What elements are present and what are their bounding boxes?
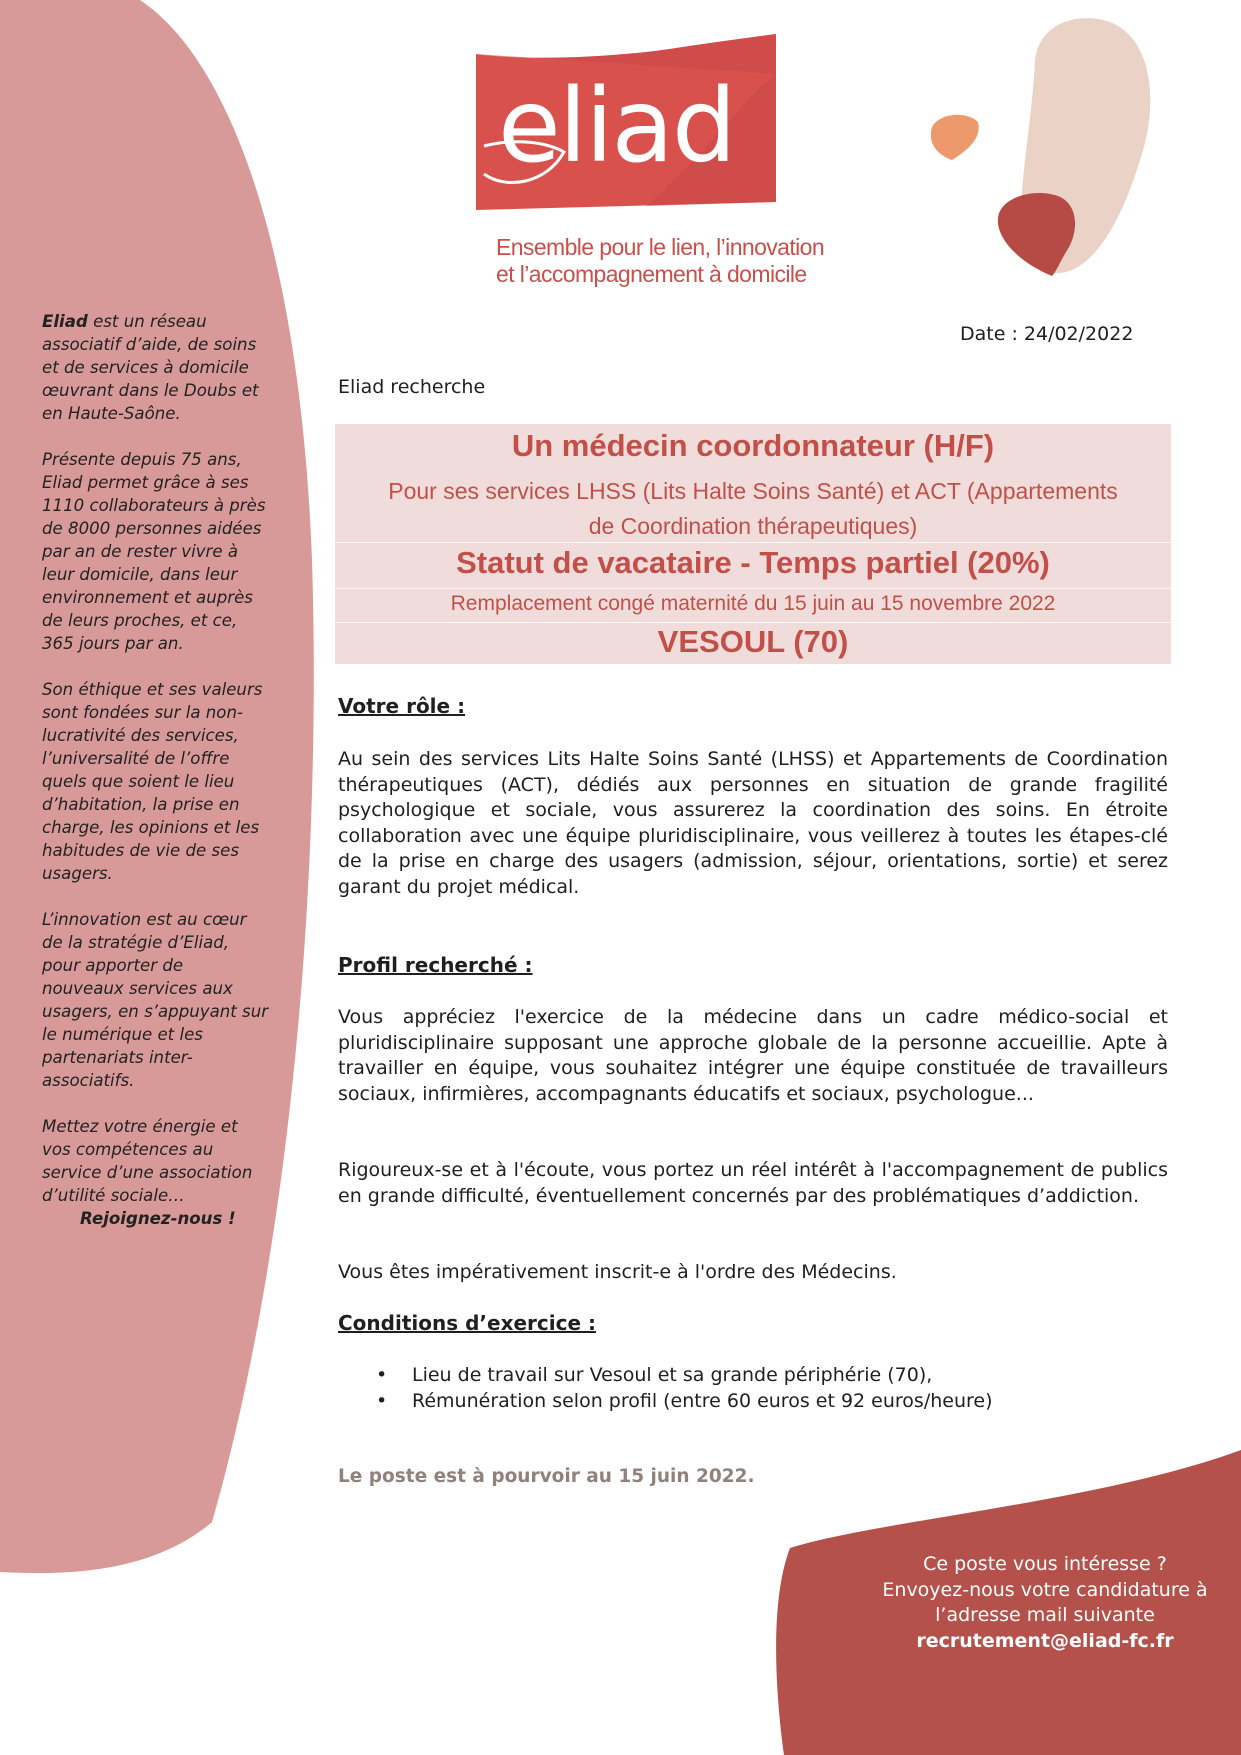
- logo-wordmark: eliad: [498, 67, 735, 186]
- profile-paragraph-2: Rigoureux-se et à l'écoute, vous portez un réel intérêt à l'accompagnement de publics en grande difficulté, éventuellement concernés par des problématiques d’addiction.: [338, 1159, 1168, 1207]
- eliad-logo: [476, 34, 825, 290]
- profile-paragraph-1: Vous appréciez l'exercice de la médecine dans un cadre médico-social et pluridisciplinaire supposant une approche globale de la personne accueillie. Apte à travailler en équipe, vous souhaitez intégrer une équipe constituée de travailleurs sociaux, infirmières, accompagnants éducatifs et sociaux, psychologue...: [338, 1006, 1168, 1105]
- contact-line-1: Ce poste vous intéresse ?: [923, 1553, 1167, 1575]
- banner-divider: [335, 622, 1171, 623]
- sidebar-paragraph-2: Présente depuis 75 ans, Eliad permet grâce à ses 1110 collaborateurs à près de 8000 personnes aidées par an de rester vivre à leur domicile, dans leur environnement et auprès de leurs proches, et ce, 365 jours par an.: [42, 450, 266, 653]
- contact-block: [860, 1552, 1230, 1654]
- sidebar-about: [42, 310, 270, 1230]
- role-heading: Votre rôle :: [338, 694, 466, 718]
- list-item: • Lieu de travail sur Vesoul et sa grande périphérie (70),: [376, 1362, 992, 1388]
- profile-heading: Profil recherché :: [338, 953, 533, 977]
- sidebar-paragraph-1: [42, 310, 270, 425]
- sidebar-paragraph-4: L’innovation est au cœur de la stratégie d’Eliad, pour apporter de nouveaux services aux usagers, en s’appuyant sur le numérique et les partenariats inter-associatifs.: [42, 910, 269, 1090]
- profile-paragraph-3: Vous êtes impérativement inscrit-e à l'ordre des Médecins.: [338, 1261, 897, 1283]
- banner-divider: [335, 588, 1171, 589]
- contact-email-link[interactable]: recrutement@eliad-fc.fr: [916, 1629, 1174, 1652]
- role-text: Au sein des services Lits Halte Soins Santé (LHSS) et Appartements de Coordination thérapeutiques (ACT), dédiés aux personnes en situation de grande fragilité psychologique et sociale, vous assurerez la coordination des soins. En étroite collaboration avec une équipe pluridisciplinaire, vous veillerez à toutes les étapes-clé de la prise en charge des usagers (admission, séjour, orientations, sortie) et serez garant du projet médical.: [338, 748, 1168, 898]
- sidebar-paragraph-3: Son éthique et ses valeurs sont fondées sur la non-lucrativité des services, l’universalité de l’offre quels que soient le lieu d’habitation, la prise en charge, les opinions et les habitudes de vie de ses usagers.: [42, 680, 263, 883]
- conditions-heading: Conditions d’exercice :: [338, 1311, 596, 1335]
- job-title: Un médecin coordonnateur (H/F): [511, 428, 995, 463]
- deadline-text: Le poste est à pourvoir au 15 juin 2022.: [338, 1466, 755, 1487]
- sidebar-join-text: Rejoignez-nous !: [80, 1209, 236, 1228]
- sidebar-paragraph-5: Mettez votre énergie et vos compétences au service d’une association d’utilité sociale…: [42, 1117, 253, 1205]
- job-services-line2: de Coordination thérapeutiques): [588, 513, 918, 539]
- conditions-list: [376, 1362, 992, 1414]
- contact-line-2: Envoyez-nous votre candidature à: [882, 1578, 1208, 1601]
- job-title-banner: [335, 424, 1171, 664]
- job-services-line1: Pour ses services LHSS (Lits Halte Soins Santé) et ACT (Appartements: [388, 478, 1118, 504]
- job-replacement: Remplacement congé maternité du 15 juin au 15 novembre 2022: [450, 592, 1056, 615]
- sidebar-brand-name: Eliad: [42, 312, 88, 331]
- document-date: Date : 24/02/2022: [960, 323, 1134, 345]
- job-services: [335, 474, 1171, 544]
- intro-text: Eliad recherche: [338, 376, 486, 398]
- sidebar-paragraph-1-text: est un réseau associatif d’aide, de soins et de services à domicile œuvrant dans le Doubs et en Haute-Saône.: [42, 312, 259, 423]
- logo-tagline-line1: Ensemble pour le lien, l’innovation: [496, 234, 825, 260]
- job-location: VESOUL (70): [657, 624, 849, 659]
- logo-tagline-line2: et l’accompagnement à domicile: [496, 261, 807, 287]
- logo-tagline: [496, 234, 825, 288]
- contact-line-3: l’adresse mail suivante: [935, 1604, 1155, 1626]
- orange-drop-shape: [931, 115, 979, 160]
- banner-divider: [335, 542, 1171, 543]
- list-item: • Rémunération selon profil (entre 60 euros et 92 euros/heure): [376, 1388, 992, 1414]
- job-status: Statut de vacataire - Temps partiel (20%): [456, 545, 1050, 580]
